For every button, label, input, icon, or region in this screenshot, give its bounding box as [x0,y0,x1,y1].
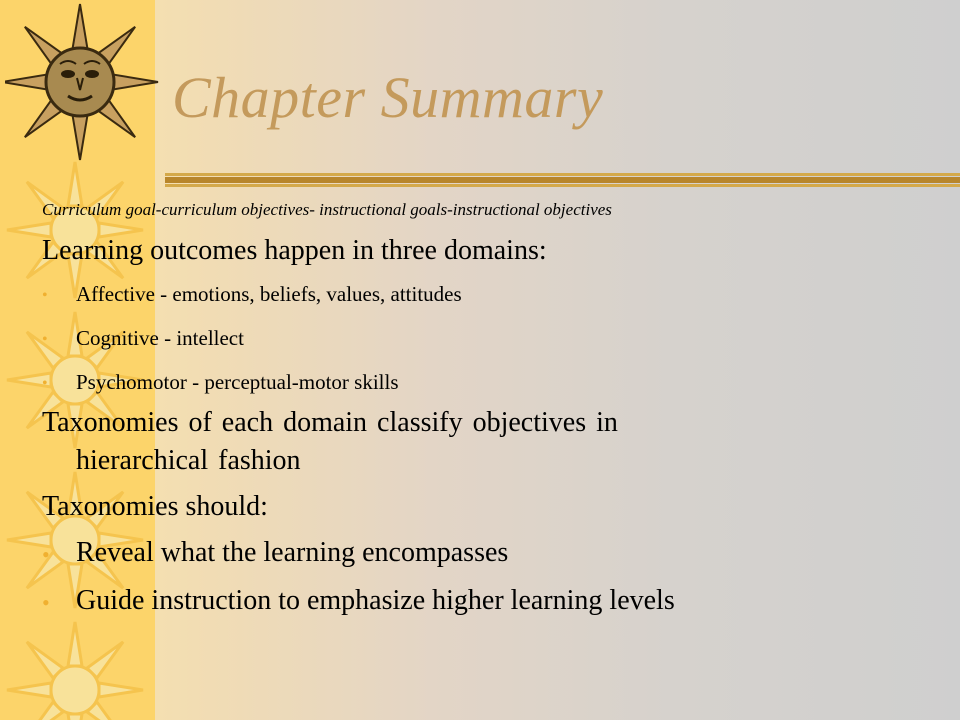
slide-body [42,200,942,618]
bullet-icon: • [42,287,48,304]
list-item [42,584,942,618]
bullet-icon: • [42,331,48,348]
list-item [42,324,942,352]
taxonomies-line-1: Taxonomies of each domain classify objectives in [42,407,618,438]
title-divider [165,173,960,187]
list-item [42,368,942,396]
list-item [42,536,942,570]
subtitle: Curriculum goal-curriculum objectives- instructional goals-instructional objectives [42,200,612,219]
list-item-label: Psychomotor - perceptual-motor skills [76,370,399,394]
list-item-label: Affective - emotions, beliefs, values, attitudes [76,282,462,306]
taxonomies-line-2: hierarchical fashion [76,445,301,476]
sun-face-icon [5,2,160,162]
list-item-label: Reveal what the learning encompasses [76,537,509,568]
list-item-label: Guide instruction to emphasize higher learning levels [76,585,675,616]
list-item [42,280,942,308]
taxonomies-paragraph [42,406,942,478]
bullet-icon: • [42,542,50,567]
heading-should: Taxonomies should: [42,491,268,522]
list-item-label: Cognitive - intellect [76,326,244,350]
heading-domains: Learning outcomes happen in three domains: [42,235,547,266]
bullet-icon: • [42,590,50,615]
bullet-icon: • [42,375,48,392]
slide-title: Chapter Summary [172,65,604,130]
